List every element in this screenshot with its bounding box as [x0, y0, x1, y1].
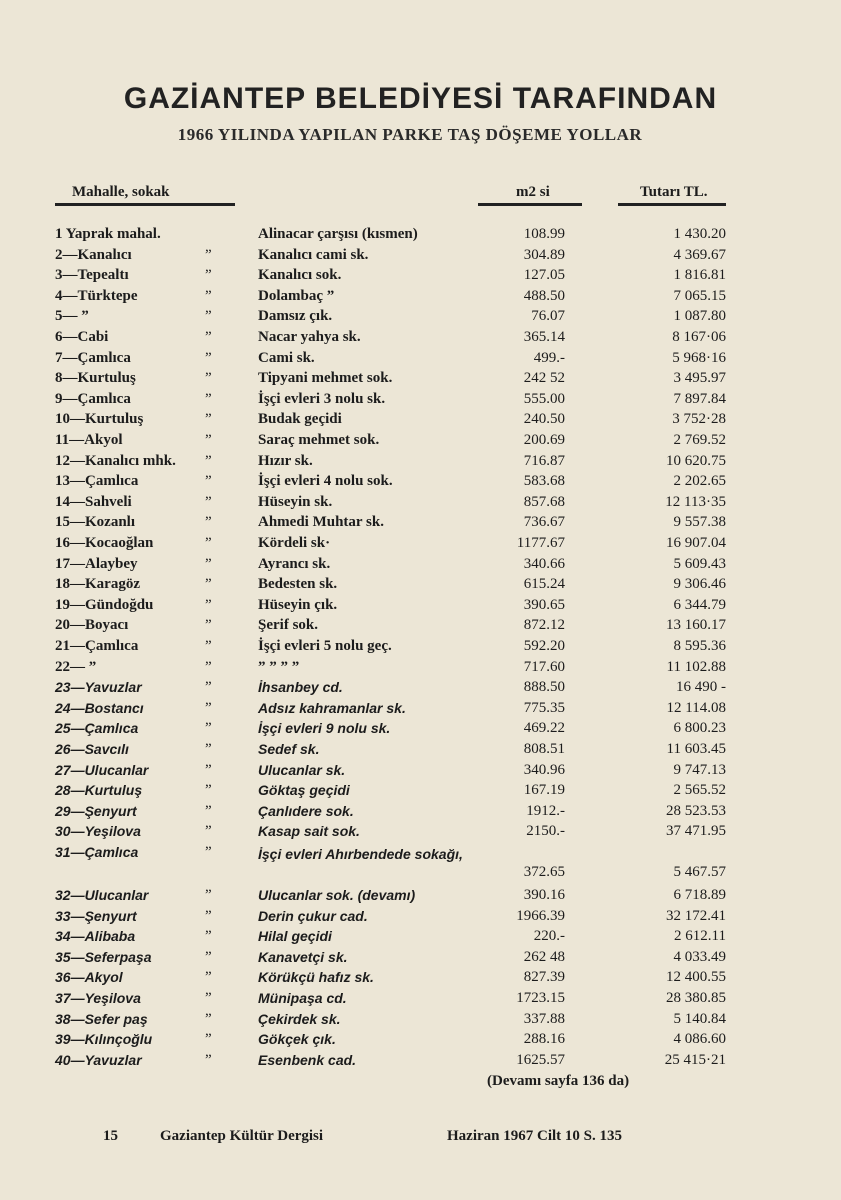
mahalle-cell: 5— ”	[55, 308, 89, 325]
area-cell: 240.50	[523, 411, 565, 428]
area-cell: 200.69	[523, 432, 565, 448]
area-cell: 1177.67	[516, 535, 565, 551]
area-cell: 1625.57	[516, 1051, 565, 1068]
area-cell: 1966.39	[516, 907, 565, 924]
area-cell: 365.14	[523, 329, 565, 345]
table-row	[0, 720, 841, 741]
area-cell: 167.19	[523, 782, 565, 799]
mahalle-cell: 26—Savcılı	[55, 741, 129, 757]
area-cell: 469.22	[523, 720, 565, 737]
ditto-cell: ”	[205, 887, 212, 903]
mahalle-cell: 14—Sahveli	[55, 493, 132, 510]
amount-cell: 4 369.67	[673, 246, 726, 263]
area-cell: 288.16	[523, 1031, 565, 1048]
amount-cell: 12 400.55	[666, 969, 726, 986]
table-row	[0, 494, 841, 515]
area-cell: 717.60	[523, 658, 565, 675]
street-cell: İhsanbey cd.	[258, 679, 343, 696]
amount-cell: 1 430.20	[673, 226, 726, 242]
ditto-cell: ”	[205, 287, 212, 304]
mahalle-cell: 7—Çamlıca	[55, 349, 131, 366]
street-cell: Sedef sk.	[258, 741, 320, 757]
amount-cell: 37 471.95	[666, 823, 726, 840]
ditto-cell: ”	[205, 761, 212, 778]
table-row	[0, 247, 841, 268]
mahalle-cell: 21—Çamlıca	[55, 638, 139, 654]
ditto-cell: ”	[205, 246, 212, 263]
area-cell: 242 52	[523, 370, 565, 387]
amount-cell: 9 306.46	[673, 576, 726, 593]
table-row	[0, 782, 841, 803]
amount-cell: 7 065.15	[673, 287, 726, 304]
amount-cell: 2 769.52	[673, 432, 726, 448]
street-cell: Gökçek çık.	[258, 1031, 336, 1048]
ditto-cell: ”	[205, 308, 212, 325]
street-cell: Bedesten sk.	[258, 576, 338, 593]
mahalle-cell: 2—Kanalıcı	[55, 246, 132, 263]
street-cell: İşçi evleri 4 nolu sok.	[258, 473, 393, 490]
table-row	[0, 887, 841, 908]
table-row	[0, 514, 841, 535]
mahalle-cell: 3—Tepealtı	[55, 267, 129, 284]
table-row	[0, 597, 841, 618]
table-row	[0, 1011, 841, 1032]
amount-cell: 1 087.80	[673, 308, 726, 325]
amount-cell: 5 609.43	[673, 555, 726, 572]
table-row	[0, 617, 841, 638]
amount-cell: 2 612.11	[674, 928, 726, 945]
amount-cell: 9 747.13	[673, 761, 726, 778]
mahalle-cell: 25—Çamlıca	[55, 720, 139, 737]
street-cell: Nacar yahya sk.	[258, 329, 361, 345]
ditto-cell: ”	[205, 596, 212, 613]
ditto-cell: ”	[205, 679, 212, 696]
mahalle-cell: 6—Cabi	[55, 329, 109, 345]
street-cell: Hüseyin çık.	[258, 596, 338, 613]
amount-cell: 5 968·16	[672, 349, 726, 366]
table-row	[0, 350, 841, 371]
street-cell: Saraç mehmet sok.	[258, 432, 380, 448]
table-row	[0, 949, 841, 970]
ditto-cell: ”	[205, 411, 212, 428]
street-cell: Ahmedi Muhtar sk.	[258, 514, 384, 531]
area-cell: 736.67	[523, 514, 565, 531]
street-cell: Kanalıcı cami sk.	[258, 246, 369, 263]
ditto-cell: ”	[205, 473, 212, 490]
ditto-cell: ”	[205, 969, 212, 986]
amount-cell: 11 102.88	[666, 658, 726, 675]
table-row	[0, 762, 841, 783]
page-number: 15	[103, 1128, 118, 1144]
area-cell: 583.68	[523, 473, 565, 490]
amount-cell: 4 086.60	[673, 1031, 726, 1048]
mahalle-cell: 39—Kılınçoğlu	[55, 1031, 153, 1048]
table-row	[0, 969, 841, 990]
ditto-cell: ”	[205, 823, 212, 840]
header-rule	[618, 203, 726, 206]
street-cell: Şerif sok.	[258, 617, 318, 634]
street-cell: Budak geçidi	[258, 411, 342, 428]
mahalle-cell: 37—Yeşilova	[55, 990, 141, 1006]
amount-cell: 9 557.38	[673, 514, 726, 531]
area-cell: 76.07	[531, 308, 565, 325]
street-cell: Hızır sk.	[258, 452, 313, 469]
amount-cell: 1 816.81	[673, 267, 726, 284]
ditto-cell: ”	[205, 390, 212, 407]
amount-cell: 7 897.84	[673, 390, 726, 407]
table-row	[0, 679, 841, 700]
ditto-cell: ”	[205, 844, 212, 860]
table-row	[0, 432, 841, 453]
amount-cell: 8 595.36	[673, 638, 726, 654]
area-cell: 304.89	[523, 246, 565, 263]
amount-cell: 10 620.75	[666, 452, 726, 469]
amount-cell: 12 113·35	[665, 493, 726, 510]
mahalle-cell: 34—Alibaba	[55, 928, 136, 945]
street-cell: Kördeli sk·	[258, 535, 331, 551]
street-cell: İşçi evleri 9 nolu sk.	[258, 720, 391, 737]
ditto-cell: ”	[205, 638, 212, 654]
header-tutar: Tutarı TL.	[640, 184, 708, 200]
ditto-cell: ”	[205, 329, 212, 345]
mahalle-cell: 23—Yavuzlar	[55, 679, 142, 696]
ditto-cell: ”	[205, 990, 212, 1006]
ditto-cell: ”	[205, 948, 212, 965]
ditto-cell: ”	[205, 493, 212, 510]
street-cell: Damsız çık.	[258, 308, 333, 325]
street-cell: Tipyani mehmet sok.	[258, 370, 393, 387]
ditto-cell: ”	[205, 514, 212, 531]
street-cell: Ulucanlar sk.	[258, 761, 346, 778]
table-row	[0, 844, 841, 884]
ditto-cell: ”	[205, 452, 212, 469]
mahalle-cell: 8—Kurtuluş	[55, 370, 136, 387]
street-cell: Körükçü hafız sk.	[258, 969, 374, 986]
street-cell: Kanavetçi sk.	[258, 948, 348, 965]
area-cell: 372.65	[523, 864, 565, 880]
table-row	[0, 823, 841, 844]
ditto-cell: ”	[205, 1051, 212, 1068]
mahalle-cell: 22— ”	[55, 658, 97, 675]
street-cell: İşçi evleri Ahırbendede sokağı,	[258, 846, 463, 862]
area-cell: 488.50	[523, 287, 565, 304]
amount-cell: 8 167·06	[672, 329, 726, 345]
ditto-cell: ”	[205, 782, 212, 799]
area-cell: 555.00	[523, 390, 565, 407]
area-cell: 2150.-	[526, 823, 565, 840]
ditto-cell: ”	[205, 1010, 212, 1027]
street-cell: Göktaş geçidi	[258, 782, 350, 799]
mahalle-cell: 11—Akyol	[55, 432, 123, 448]
street-cell: Derin çukur cad.	[258, 907, 368, 924]
street-cell: Dolambaç ”	[258, 287, 335, 304]
area-cell: 499.-	[533, 349, 565, 366]
area-cell: 888.50	[523, 679, 565, 696]
page-subtitle: 1966 YILINDA YAPILAN PARKE TAŞ DÖŞEME YOLLAR	[177, 125, 643, 144]
ditto-cell: ”	[205, 267, 212, 284]
table-row	[0, 1052, 841, 1073]
ditto-cell: ”	[205, 535, 212, 551]
mahalle-cell: 13—Çamlıca	[55, 473, 139, 490]
table-row	[0, 453, 841, 474]
amount-cell: 16 907.04	[666, 535, 726, 551]
street-cell: Çanlıdere sok.	[258, 802, 354, 819]
street-cell: İşçi evleri 5 nolu geç.	[258, 638, 392, 654]
ditto-cell: ”	[205, 555, 212, 572]
area-cell: 775.35	[523, 699, 565, 716]
area-cell: 592.20	[523, 638, 565, 654]
table-row	[0, 576, 841, 597]
table-row	[0, 308, 841, 329]
area-cell: 127.05	[523, 267, 565, 284]
mahalle-cell: 20—Boyacı	[55, 617, 129, 634]
street-cell: Ayrancı sk.	[258, 555, 331, 572]
area-cell: 340.96	[523, 761, 565, 778]
table-row	[0, 288, 841, 309]
amount-cell: 16 490 -	[676, 679, 726, 696]
amount-cell: 3 495.97	[673, 370, 726, 387]
table-row	[0, 411, 841, 432]
area-cell: 716.87	[523, 452, 565, 469]
table-row	[0, 329, 841, 350]
table-row	[0, 990, 841, 1011]
street-cell: Hüseyin sk.	[258, 493, 333, 510]
mahalle-cell: 17—Alaybey	[55, 555, 138, 572]
area-cell: 390.16	[523, 887, 565, 903]
amount-cell: 6 718.89	[673, 887, 726, 903]
street-cell: Alinacar çarşısı (kısmen)	[258, 226, 418, 242]
table-row	[0, 638, 841, 659]
area-cell: 1723.15	[516, 990, 565, 1006]
table-row	[0, 700, 841, 721]
mahalle-cell: 40—Yavuzlar	[55, 1051, 142, 1068]
area-cell: 390.65	[523, 596, 565, 613]
ditto-cell: ”	[205, 802, 212, 819]
street-cell: ” ” ” ”	[258, 658, 300, 675]
ditto-cell: ”	[205, 617, 212, 634]
street-cell: Esenbenk cad.	[258, 1051, 357, 1068]
page-title: GAZİANTEP BELEDİYESİ TARAFINDAN	[123, 82, 718, 115]
area-cell: 808.51	[523, 741, 565, 757]
mahalle-cell: 27—Ulucanlar	[55, 761, 149, 778]
mahalle-cell: 32—Ulucanlar	[55, 887, 149, 903]
amount-cell: 32 172.41	[666, 907, 726, 924]
area-cell: 857.68	[523, 493, 565, 510]
ditto-cell: ”	[205, 576, 212, 593]
magazine-name: Gaziantep Kültür Dergisi	[160, 1128, 324, 1144]
amount-cell: 6 344.79	[673, 596, 726, 613]
table-row	[0, 928, 841, 949]
amount-cell: 12 114.08	[666, 699, 726, 716]
ditto-cell: ”	[205, 349, 212, 366]
amount-cell: 3 752·28	[672, 411, 726, 428]
amount-cell: 4 033.49	[673, 948, 726, 965]
table-row	[0, 391, 841, 412]
mahalle-cell: 31—Çamlıca	[55, 844, 139, 860]
mahalle-cell: 35—Seferpaşa	[55, 948, 152, 965]
ditto-cell: ”	[205, 658, 212, 675]
street-cell: Kasap sait sok.	[258, 823, 360, 840]
header-rule	[478, 203, 582, 206]
amount-cell: 2 565.52	[673, 782, 726, 799]
amount-cell: 25 415·21	[664, 1051, 726, 1068]
ditto-cell: ”	[205, 1031, 212, 1048]
mahalle-cell: 10—Kurtuluş	[55, 411, 144, 428]
street-cell: Adsız kahramanlar sk.	[258, 699, 406, 716]
area-cell: 108.99	[523, 226, 565, 242]
amount-cell: 5 140.84	[673, 1010, 726, 1027]
area-cell: 1912.-	[526, 802, 565, 819]
street-cell: Cami sk.	[258, 349, 315, 366]
table-row	[0, 473, 841, 494]
mahalle-cell: 19—Gündoğdu	[55, 596, 154, 613]
area-cell: 262 48	[523, 948, 565, 965]
table-row	[0, 226, 841, 247]
mahalle-cell: 36—Akyol	[55, 969, 123, 986]
amount-cell: 28 523.53	[666, 802, 726, 819]
street-cell: Çekirdek sk.	[258, 1010, 341, 1027]
area-cell: 340.66	[523, 555, 565, 572]
mahalle-cell: 15—Kozanlı	[55, 514, 136, 531]
mahalle-cell: 1 Yaprak mahal.	[55, 226, 161, 242]
table-row	[0, 535, 841, 556]
amount-cell: 2 202.65	[673, 473, 726, 490]
street-cell: Ulucanlar sok. (devamı)	[258, 887, 416, 903]
amount-cell: 6 800.23	[673, 720, 726, 737]
mahalle-cell: 38—Sefer paş	[55, 1010, 148, 1027]
header-rule	[55, 203, 235, 206]
ditto-cell: ”	[205, 720, 212, 737]
ditto-cell: ”	[205, 741, 212, 757]
mahalle-cell: 12—Kanalıcı mhk.	[55, 452, 176, 469]
table-row	[0, 1031, 841, 1052]
amount-cell: 13 160.17	[666, 617, 726, 634]
table-row	[0, 741, 841, 762]
amount-cell: 5 467.57	[673, 864, 726, 880]
header-m2: m2 si	[516, 184, 550, 200]
table-row	[0, 659, 841, 680]
table-row	[0, 803, 841, 824]
table-row	[0, 370, 841, 391]
mahalle-cell: 18—Karagöz	[55, 576, 140, 593]
header-mahalle: Mahalle, sokak	[72, 184, 170, 200]
mahalle-cell: 30—Yeşilova	[55, 823, 141, 840]
amount-cell: 28 380.85	[666, 990, 726, 1006]
ditto-cell: ”	[205, 928, 212, 945]
table-row	[0, 556, 841, 577]
amount-cell: 11 603.45	[666, 741, 726, 757]
area-cell: 337.88	[523, 1010, 565, 1027]
table-row	[0, 267, 841, 288]
area-cell: 220.-	[533, 928, 565, 945]
mahalle-cell: 28—Kurtuluş	[55, 782, 143, 799]
area-cell: 872.12	[523, 617, 565, 634]
mahalle-cell: 29—Şenyurt	[55, 802, 137, 819]
mahalle-cell: 16—Kocaoğlan	[55, 535, 154, 551]
street-cell: İşçi evleri 3 nolu sk.	[258, 390, 386, 407]
mahalle-cell: 24—Bostancı	[55, 699, 144, 716]
street-cell: Münipaşa cd.	[258, 990, 347, 1006]
issue-info: Haziran 1967 Cilt 10 S. 135	[447, 1128, 622, 1144]
ditto-cell: ”	[205, 370, 212, 387]
street-cell: Kanalıcı sok.	[258, 267, 342, 284]
ditto-cell: ”	[205, 699, 212, 716]
table-row	[0, 908, 841, 929]
street-cell: Hilal geçidi	[258, 928, 332, 945]
mahalle-cell: 9—Çamlıca	[55, 390, 131, 407]
continuation-note: (Devamı sayfa 136 da)	[487, 1073, 630, 1089]
ditto-cell: ”	[205, 907, 212, 924]
area-cell: 827.39	[523, 969, 565, 986]
ditto-cell: ”	[205, 432, 212, 448]
mahalle-cell: 4—Türktepe	[55, 287, 138, 304]
mahalle-cell: 33—Şenyurt	[55, 907, 137, 924]
area-cell: 615.24	[523, 576, 565, 593]
